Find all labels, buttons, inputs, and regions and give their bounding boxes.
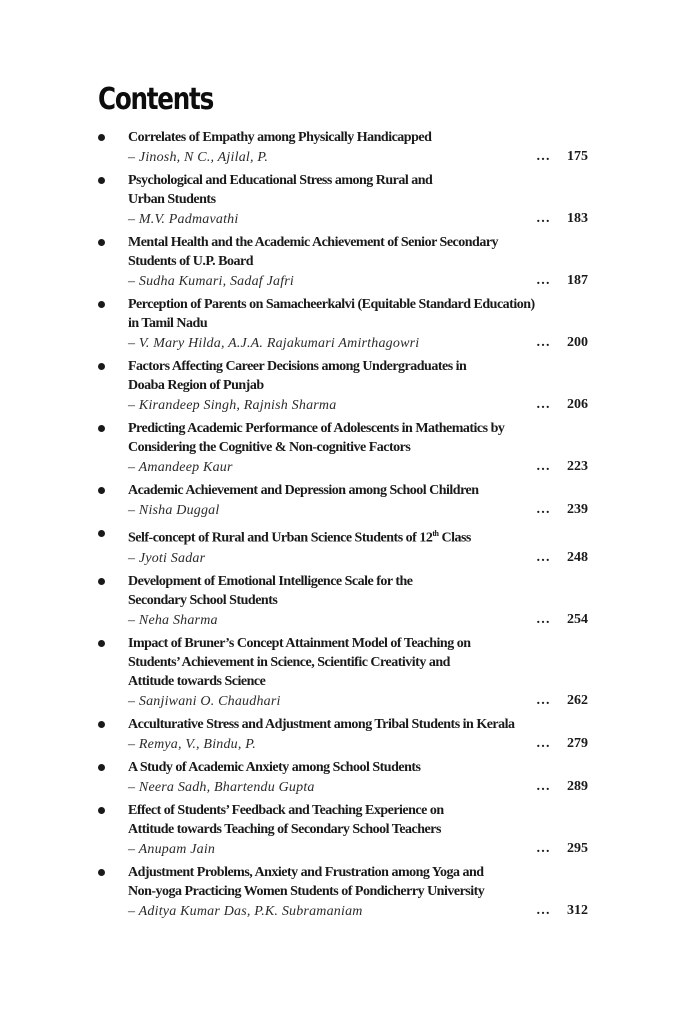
- leader-dots: …: [536, 778, 550, 794]
- leader-dots: …: [536, 459, 550, 474]
- article-authors: – Sanjiwani O. Chaudhari: [128, 693, 281, 709]
- leader-dots: …: [536, 502, 550, 517]
- toc-entry[interactable]: [98, 357, 588, 414]
- article-title[interactable]: Acculturative Stress and Adjustment among Tribal Students in Kerala: [128, 716, 515, 732]
- toc-entry[interactable]: [98, 295, 588, 352]
- leader-dots: …: [536, 735, 550, 751]
- article-authors: – Amandeep Kaur: [128, 460, 233, 475]
- article-title[interactable]: Perception of Parents on Samacheerkalvi (Equitable Standard Education) in Tamil Nadu: [128, 297, 535, 331]
- table-of-contents: [98, 128, 588, 925]
- article-authors: – Neera Sadh, Bhartendu Gupta: [128, 779, 315, 795]
- article-authors: – V. Mary Hilda, A.J.A. Rajakumari Amirthagowri: [128, 336, 420, 351]
- author-line: [128, 209, 588, 228]
- article-authors: – Jyoti Sadar: [128, 550, 206, 566]
- article-authors: – Aditya Kumar Das, P.K. Subramaniam: [128, 903, 363, 919]
- leader-dots: …: [536, 149, 550, 164]
- article-title[interactable]: [128, 524, 588, 548]
- page-number[interactable]: 187: [567, 273, 588, 288]
- author-line: [128, 734, 588, 753]
- author-line: [128, 901, 588, 920]
- article-authors: – Neha Sharma: [128, 612, 218, 628]
- author-line: [128, 839, 588, 858]
- bullet-icon: [98, 134, 105, 141]
- bullet-icon: [98, 721, 105, 728]
- bullet-icon: [98, 239, 105, 246]
- article-title[interactable]: Psychological and Educational Stress among Rural and Urban Students: [128, 173, 433, 207]
- author-line: [128, 548, 588, 567]
- title-text: Class: [438, 530, 471, 546]
- article-title[interactable]: Correlates of Empathy among Physically Handicapped: [128, 130, 432, 145]
- author-line: [128, 395, 588, 414]
- toc-entry[interactable]: [98, 801, 588, 858]
- toc-entry[interactable]: [98, 715, 588, 753]
- article-authors: – Sudha Kumari, Sadaf Jafri: [128, 274, 295, 289]
- author-line: [128, 500, 588, 519]
- bullet-icon: [98, 487, 105, 494]
- toc-entry[interactable]: [98, 758, 588, 796]
- bullet-icon: [98, 578, 105, 585]
- leader-dots: …: [536, 211, 550, 226]
- leader-dots: …: [536, 273, 550, 288]
- page-number[interactable]: 183: [567, 211, 588, 226]
- toc-entry[interactable]: [98, 634, 588, 710]
- article-authors: – M.V. Padmavathi: [128, 212, 239, 227]
- leader-dots: …: [536, 335, 550, 350]
- page-number[interactable]: 262: [567, 692, 588, 708]
- article-title[interactable]: Predicting Academic Performance of Adolescents in Mathematics by Considering the Cognitive & Non-cognitive Factors: [128, 421, 505, 455]
- bullet-icon: [98, 869, 105, 876]
- leader-dots: …: [536, 840, 550, 856]
- page-number[interactable]: 223: [567, 459, 588, 474]
- page-number[interactable]: 175: [567, 149, 588, 164]
- leader-dots: …: [536, 549, 550, 565]
- page-number[interactable]: 254: [567, 611, 588, 627]
- article-title[interactable]: Adjustment Problems, Anxiety and Frustration among Yoga and Non-yoga Practicing Women Students of Pondicherry University: [128, 864, 485, 899]
- toc-entry[interactable]: [98, 233, 588, 290]
- article-authors: – Anupam Jain: [128, 841, 216, 857]
- article-authors: – Kirandeep Singh, Rajnish Sharma: [128, 398, 337, 413]
- article-title[interactable]: Effect of Students’ Feedback and Teaching Experience on Attitude towards Teaching of Secondary School Teachers: [128, 802, 444, 837]
- toc-entry[interactable]: [98, 128, 588, 166]
- author-line: [128, 147, 588, 166]
- author-line: [128, 333, 588, 352]
- leader-dots: …: [536, 611, 550, 627]
- leader-dots: …: [536, 902, 550, 918]
- article-authors: – Remya, V., Bindu, P.: [128, 736, 256, 752]
- ordinal-superscript: th: [432, 529, 439, 538]
- bullet-icon: [98, 363, 105, 370]
- bullet-icon: [98, 425, 105, 432]
- page-number[interactable]: 279: [567, 735, 588, 751]
- bullet-icon: [98, 530, 105, 537]
- article-title[interactable]: Mental Health and the Academic Achievement of Senior Secondary Students of U.P. Board: [128, 235, 499, 269]
- article-title[interactable]: Academic Achievement and Depression among School Children: [128, 483, 479, 498]
- article-title[interactable]: Factors Affecting Career Decisions among Undergraduates in Doaba Region of Punjab: [128, 359, 467, 393]
- toc-entry[interactable]: [98, 171, 588, 228]
- page-number[interactable]: 289: [567, 778, 588, 794]
- leader-dots: …: [536, 397, 550, 412]
- author-line: [128, 691, 588, 710]
- toc-entry[interactable]: [98, 419, 588, 476]
- toc-entry[interactable]: [98, 481, 588, 519]
- page-number[interactable]: 200: [567, 335, 588, 350]
- article-authors: – Nisha Duggal: [128, 503, 220, 518]
- article-title[interactable]: A Study of Academic Anxiety among School Students: [128, 759, 421, 775]
- article-title[interactable]: Impact of Bruner’s Concept Attainment Model of Teaching on Students’ Achievement in Science, Scientific Creativity and Attitude towards Science: [128, 635, 471, 689]
- bullet-icon: [98, 177, 105, 184]
- title-text: Self-concept of Rural and Urban Science Students of 12: [128, 530, 433, 546]
- leader-dots: …: [536, 692, 550, 708]
- bullet-icon: [98, 640, 105, 647]
- toc-entry[interactable]: [98, 863, 588, 920]
- page-number[interactable]: 239: [567, 502, 588, 517]
- article-title[interactable]: Development of Emotional Intelligence Scale for the Secondary School Students: [128, 573, 413, 608]
- bullet-icon: [98, 807, 105, 814]
- author-line: [128, 610, 588, 629]
- author-line: [128, 457, 588, 476]
- page-number[interactable]: 312: [567, 902, 588, 918]
- page-number[interactable]: 248: [567, 549, 588, 565]
- bullet-icon: [98, 764, 105, 771]
- page-number[interactable]: 295: [567, 840, 588, 856]
- author-line: [128, 777, 588, 796]
- toc-entry[interactable]: [98, 572, 588, 629]
- page-number[interactable]: 206: [567, 397, 588, 412]
- bullet-icon: [98, 301, 105, 308]
- page-title: Contents: [98, 82, 213, 117]
- toc-entry[interactable]: [98, 524, 588, 567]
- author-line: [128, 271, 588, 290]
- article-authors: – Jinosh, N C., Ajilal, P.: [128, 150, 269, 165]
